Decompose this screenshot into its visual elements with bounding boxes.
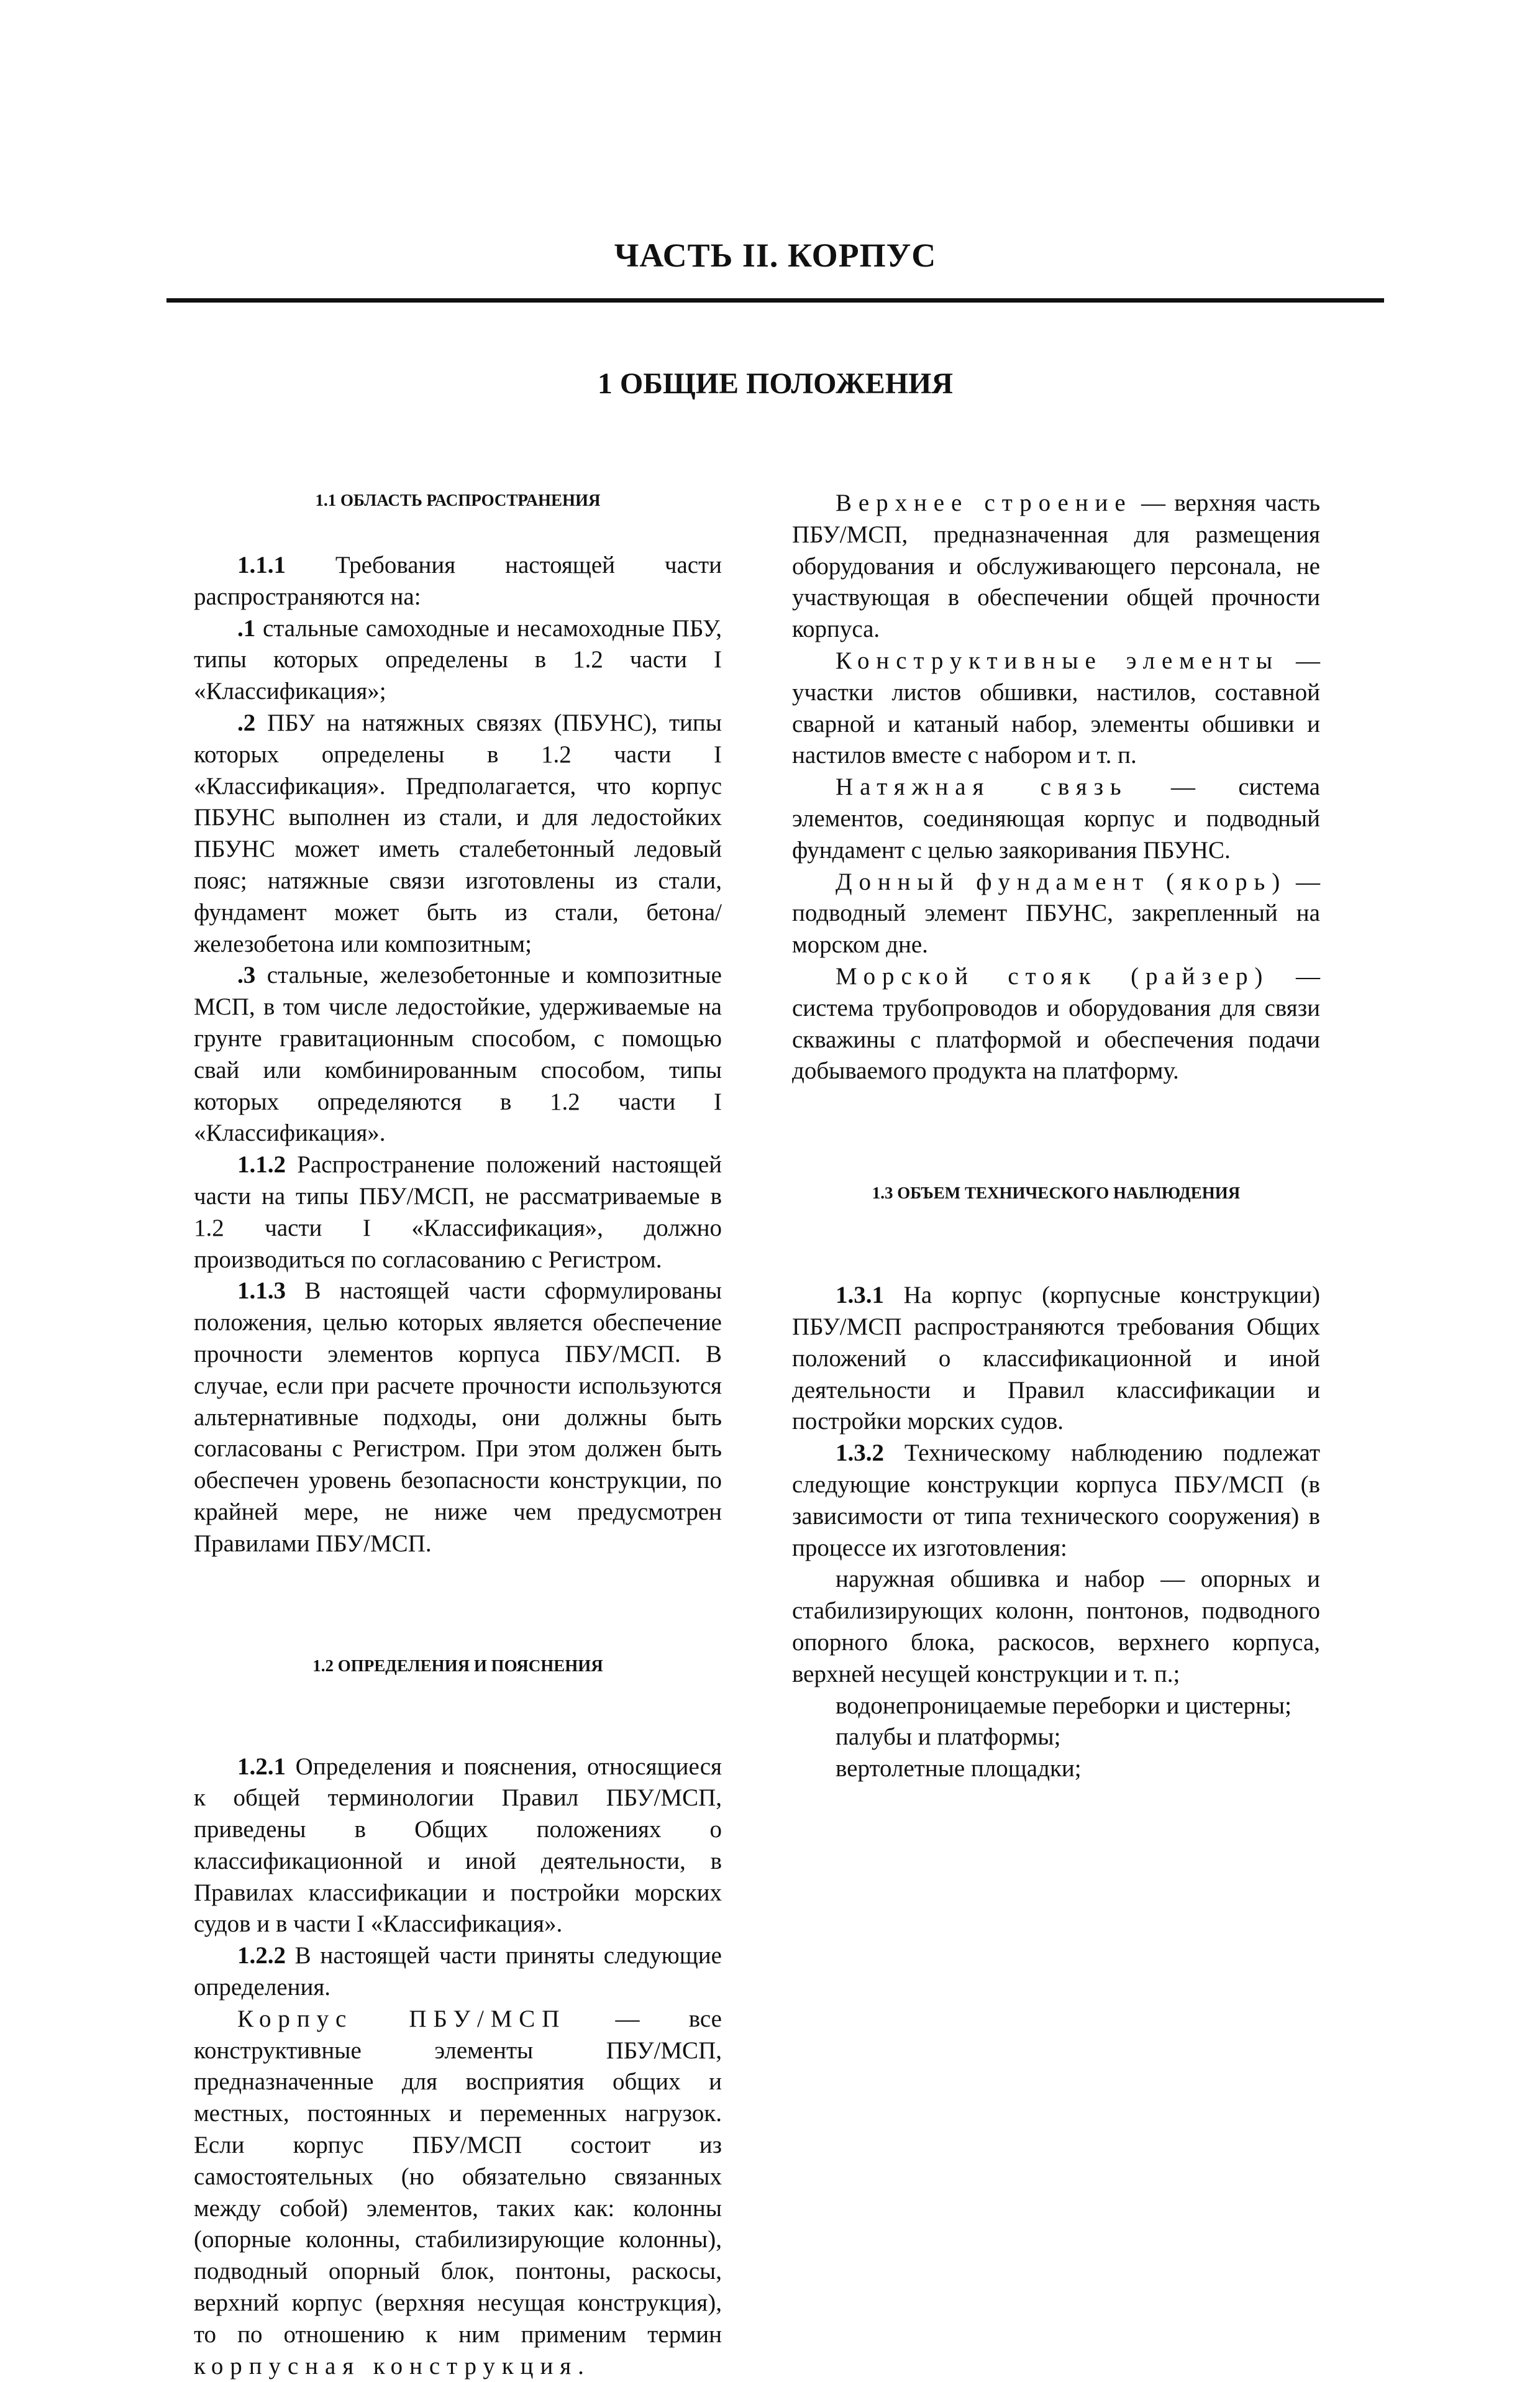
paragraph-1-3-1: 1.3.1 На корпус (корпусные конструкции) ПБУ/МСП распространяются требования Общих положений о классификационной и иной деятельности и Правил классификации и постройки морских судов. xyxy=(792,1282,1320,1435)
paragraph-1-1-1: 1.1.1 Требования настоящей части распространяются на: xyxy=(194,552,722,610)
list-line-4: вертолетные площадки; xyxy=(836,1755,1082,1782)
list-item-1: .1 стальные самоходные и несамоходные ПБУ, типы которых определены в 1.2 части I «Классификация»; xyxy=(194,614,722,705)
list-item-2: .2 ПБУ на натяжных связях (ПБУНС), типы которых определены в 1.2 части I «Классификация». Предполагается, что корпус ПБУНС выполнен из стали, и для ледостойких ПБУНС может иметь сталебетонный ледовый пояс; натяжные связи изготовлены из стали, фундамент может быть из стали, бетона/железобетона или композитным; xyxy=(194,709,722,957)
title-rule xyxy=(166,298,1384,303)
definition-bottom-foundation: Донный фундамент (якорь) — подводный элемент ПБУНС, закрепленный на морском дне. xyxy=(792,868,1320,959)
right-column xyxy=(792,488,1320,1785)
definition-riser: Морской стояк (райзер) — система трубопроводов и оборудования для связи скважины с платформой и обеспечения подачи добываемого продукта на платформу. xyxy=(792,962,1321,1085)
left-column xyxy=(194,488,722,2382)
section-heading-1-3: 1.3 ОБЪЕМ ТЕХНИЧЕСКОГО НАБЛЮДЕНИЯ xyxy=(872,1184,1241,1203)
part-title: ЧАСТЬ II. КОРПУС xyxy=(614,237,937,274)
definition-structural-elements: Конструктивные элементы — участки листов обшивки, настилов, составной сварной и катаный набор, элементы обшивки и настилов вместе с набором и т. п. xyxy=(792,647,1321,769)
list-line-1: наружная обшивка и набор — опорных и стабилизирующих колонн, понтонов, подводного опорного блока, раскосов, верхнего корпуса, верхней несущей конструкции и т. п.; xyxy=(792,1566,1320,1687)
paragraph-1-1-2: 1.1.2 Распространение положений настоящей части на типы ПБУ/МСП, не рассматриваемые в 1.2 части I «Классификация», должно производиться по согласованию с Регистром. xyxy=(194,1151,722,1273)
definition-tension-leg: Натяжная связь — система элементов, соединяющая корпус и подводный фундамент с целью заякоривания ПБУНС. xyxy=(792,773,1320,864)
section-heading-1-2: 1.2 ОПРЕДЕЛЕНИЯ И ПОЯСНЕНИЯ xyxy=(312,1656,603,1675)
definition-superstructure: Верхнее строение — верхняя часть ПБУ/МСП, предназначенная для размещения оборудования и обслуживающего персонала, не участвующая в обеспечении общей прочности корпуса. xyxy=(792,490,1320,643)
chapter-title: 1 ОБЩИЕ ПОЛОЖЕНИЯ xyxy=(597,367,954,400)
paragraph-1-3-2: 1.3.2 Техническому наблюдению подлежат следующие конструкции корпуса ПБУ/МСП (в зависимости от типа технического сооружения) в процессе их изготовления: xyxy=(792,1440,1320,1561)
paragraph-1-2-2: 1.2.2 В настоящей части приняты следующие определения. xyxy=(194,1942,722,2001)
definition-hull: Корпус ПБУ/МСП — все конструктивные элементы ПБУ/МСП, предназначенные для восприятия общих и местных, постоянных и переменных нагрузок. Если корпус ПБУ/МСП состоит из самостоятельных (но обязательно связанных между собой) элементов, таких как: колонны (опорные колонны, стабилизирующие колонны), подводный опорный блок, понтоны, раскосы, верхний корпус (верхняя несущая конструкция), то по отношению к ним применим термин корпусная конструкция. xyxy=(194,2005,722,2380)
list-item-3: .3 стальные, железобетонные и композитные МСП, в том числе ледостойкие, удерживаемые на грунте гравитационным способом, с помощью свай или комбинированным способом, типы которых определяются в 1.2 части I «Классификация». xyxy=(194,962,722,1147)
paragraph-1-2-1: 1.2.1 Определения и пояснения, относящиеся к общей терминологии Правил ПБУ/МСП, приведены в Общих положениях о классификационной и иной деятельности, в Правилах классификации и постройки морских судов и в части I «Классификация». xyxy=(194,1753,722,1938)
paragraph-1-1-3: 1.1.3 В настоящей части сформулированы положения, целью которых является обеспечение прочности элементов корпуса ПБУ/МСП. В случае, если при расчете прочности используются альтернативные подходы, они должны быть согласованы с Регистром. При этом должен быть обеспечен уровень безопасности конструкции, по крайней мере, не ниже чем предусмотрен Правилами ПБУ/МСП. xyxy=(194,1277,722,1557)
section-heading-1-1: 1.1 ОБЛАСТЬ РАСПРОСТРАНЕНИЯ xyxy=(315,491,601,509)
list-line-3: палубы и платформы; xyxy=(836,1723,1061,1751)
list-line-2: водонепроницаемые переборки и цистерны; xyxy=(836,1692,1292,1719)
